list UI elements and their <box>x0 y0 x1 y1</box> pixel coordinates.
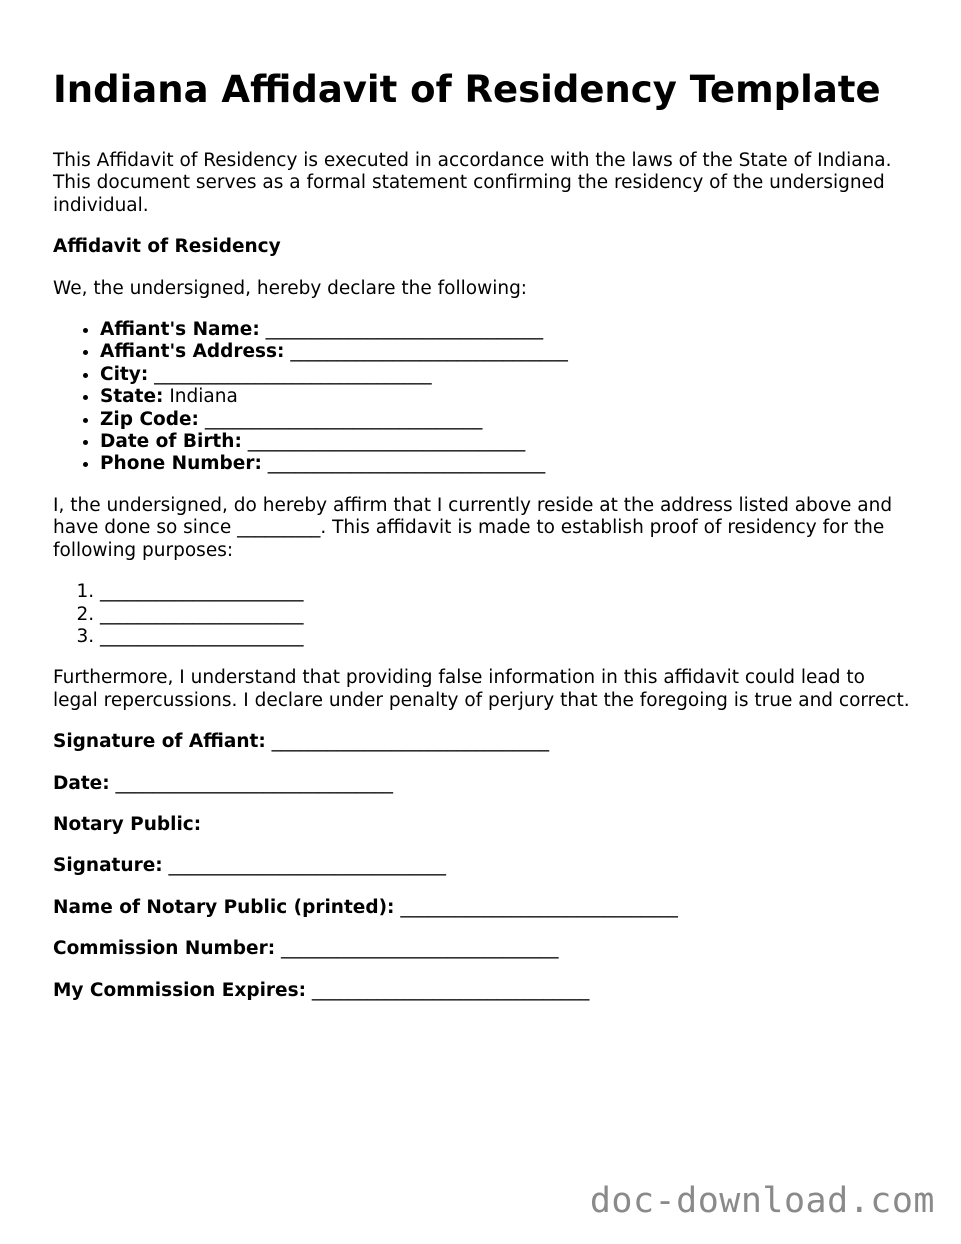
commission-expires-label: My Commission Expires: <box>53 979 307 1001</box>
notary-signature-label: Signature: <box>53 855 163 877</box>
intro-paragraph: This Affidavit of Residency is executed in accordance with the laws of the State of Indiana. This document serves as a formal statement confirming the residency of the undersigned individual. <box>53 150 892 216</box>
field-date-of-birth <box>100 431 913 453</box>
field-state <box>100 386 913 408</box>
date-value: ______________________________ <box>115 772 394 794</box>
commission-number-line: ______________________________ <box>281 938 559 960</box>
field-value: ______________________________ <box>267 453 546 475</box>
notary-name-label: Name of Notary Public (printed): <box>53 896 395 918</box>
document-page <box>53 62 913 1021</box>
commission-expires-line: ______________________________ <box>311 979 590 1001</box>
date-label: Date: <box>53 772 110 794</box>
purposes-list <box>53 581 913 648</box>
field-affiant-address <box>100 341 913 363</box>
purpose-item: 3. ______________________ <box>100 626 913 648</box>
field-value: ______________________________ <box>154 363 432 385</box>
notary-name-line: ______________________________ <box>400 896 678 918</box>
signature-of-affiant-label: Signature of Affiant: <box>53 731 266 753</box>
notary-name <box>53 897 913 919</box>
date-line <box>53 773 913 795</box>
signature-of-affiant-line: ______________________________ <box>271 731 550 753</box>
field-label: Date of Birth: <box>100 431 242 453</box>
commission-expires <box>53 980 913 1002</box>
field-label: State: <box>100 386 164 408</box>
field-value: ______________________________ <box>204 408 483 430</box>
field-affiant-name <box>100 319 913 341</box>
field-label: Phone Number: <box>100 453 262 475</box>
commission-number-label: Commission Number: <box>53 938 276 960</box>
field-value: ______________________________ <box>247 431 526 453</box>
field-phone-number <box>100 453 913 475</box>
page-title: Indiana Affidavit of Residency Template <box>53 68 881 111</box>
affirmation-paragraph: I, the undersigned, do hereby affirm that I currently reside at the address listed above and have done so since _________. This affidavit is made to establish proof of residency for the following purposes: <box>53 494 893 561</box>
field-value: Indiana <box>169 386 238 408</box>
notary-signature <box>53 855 913 877</box>
purpose-item: 2. ______________________ <box>100 604 913 626</box>
watermark: doc-download.com <box>589 1181 935 1221</box>
purpose-item: 1. ______________________ <box>100 581 913 603</box>
notary-signature-line: ______________________________ <box>168 855 447 877</box>
commission-number <box>53 938 913 960</box>
field-city <box>100 364 913 386</box>
field-label: Affiant's Name: <box>100 319 260 341</box>
notary-heading: Notary Public: <box>53 813 202 835</box>
signature-of-affiant <box>53 731 913 753</box>
penalty-paragraph: Furthermore, I understand that providing false information in this affidavit could lead to legal repercussions. I declare under penalty of perjury that the foregoing is true and correct. <box>53 667 910 711</box>
field-zip-code <box>100 409 913 431</box>
field-label: Zip Code: <box>100 408 199 430</box>
field-label: City: <box>100 363 149 385</box>
field-value: ______________________________ <box>265 319 544 341</box>
fields-list <box>53 319 913 476</box>
field-label: Affiant's Address: <box>100 341 285 363</box>
field-value: ______________________________ <box>290 341 568 363</box>
declaration-lead: We, the undersigned, hereby declare the following: <box>53 277 528 299</box>
section-heading: Affidavit of Residency <box>53 236 281 258</box>
